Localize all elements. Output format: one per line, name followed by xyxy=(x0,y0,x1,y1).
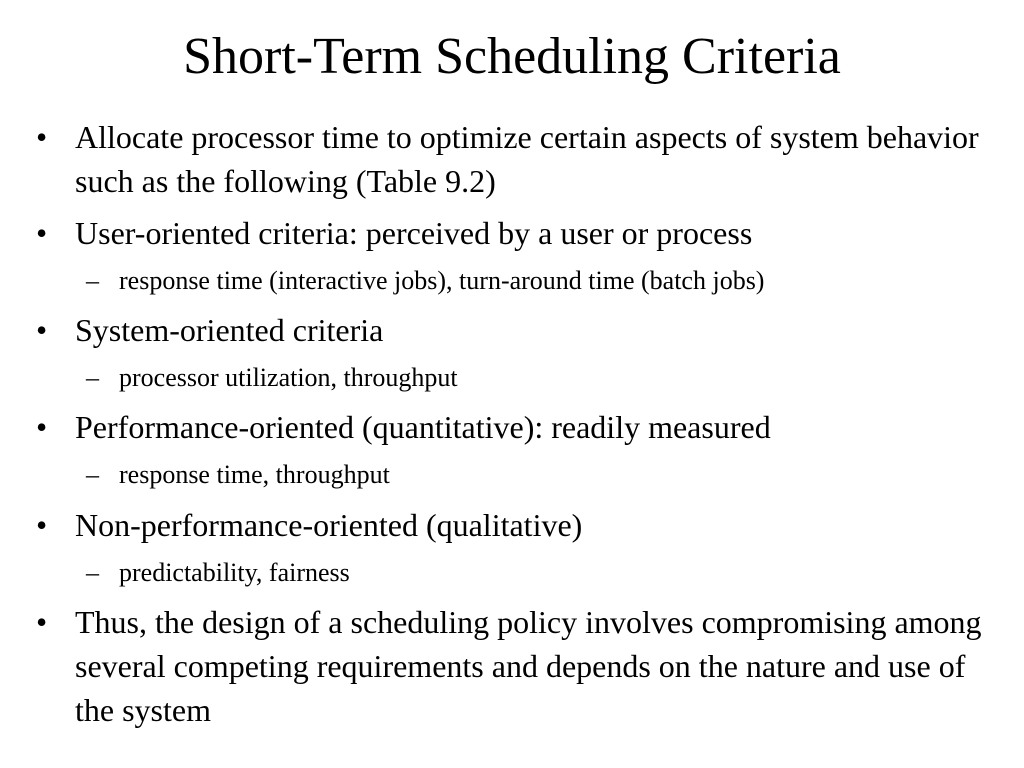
bullet-item xyxy=(28,503,988,547)
bullet-text: Non-performance-oriented (qualitative) xyxy=(75,507,583,543)
bullet-text: System-oriented criteria xyxy=(75,312,384,348)
bullet-item xyxy=(28,405,988,449)
bullet-item xyxy=(28,211,988,255)
sub-bullet-item xyxy=(86,361,1006,395)
sub-bullet-text: response time (interactive jobs), turn-around time (batch jobs) xyxy=(119,266,765,295)
sub-bullet-marker: – xyxy=(86,460,99,489)
bullet-marker: • xyxy=(36,604,48,640)
bullet-text: User-oriented criteria: perceived by a user or process xyxy=(75,215,753,251)
sub-bullet-item xyxy=(86,458,1006,492)
bullet-item xyxy=(28,115,988,203)
sub-bullet-item xyxy=(86,264,1006,298)
bullet-marker: • xyxy=(36,119,48,155)
sub-bullet-marker: – xyxy=(86,363,99,392)
bullet-text: Thus, the design of a scheduling policy involves compromising among several competing requirements and depends on the nature and use of the system xyxy=(75,604,982,728)
sub-bullet-text: response time, throughput xyxy=(119,460,390,489)
bullet-item xyxy=(28,600,988,732)
bullet-item xyxy=(28,308,988,352)
bullet-marker: • xyxy=(36,409,48,445)
bullet-marker: • xyxy=(36,312,48,348)
bullet-text: Performance-oriented (quantitative): readily measured xyxy=(75,409,771,445)
slide-title: Short-Term Scheduling Criteria xyxy=(183,28,841,85)
sub-bullet-text: predictability, fairness xyxy=(119,558,350,587)
sub-bullet-item xyxy=(86,556,1006,590)
sub-bullet-marker: – xyxy=(86,558,99,587)
sub-bullet-marker: – xyxy=(86,266,99,295)
bullet-marker: • xyxy=(36,507,48,543)
bullet-marker: • xyxy=(36,215,48,251)
sub-bullet-text: processor utilization, throughput xyxy=(119,363,458,392)
bullet-text: Allocate processor time to optimize certain aspects of system behavior such as the following (Table 9.2) xyxy=(75,119,979,199)
